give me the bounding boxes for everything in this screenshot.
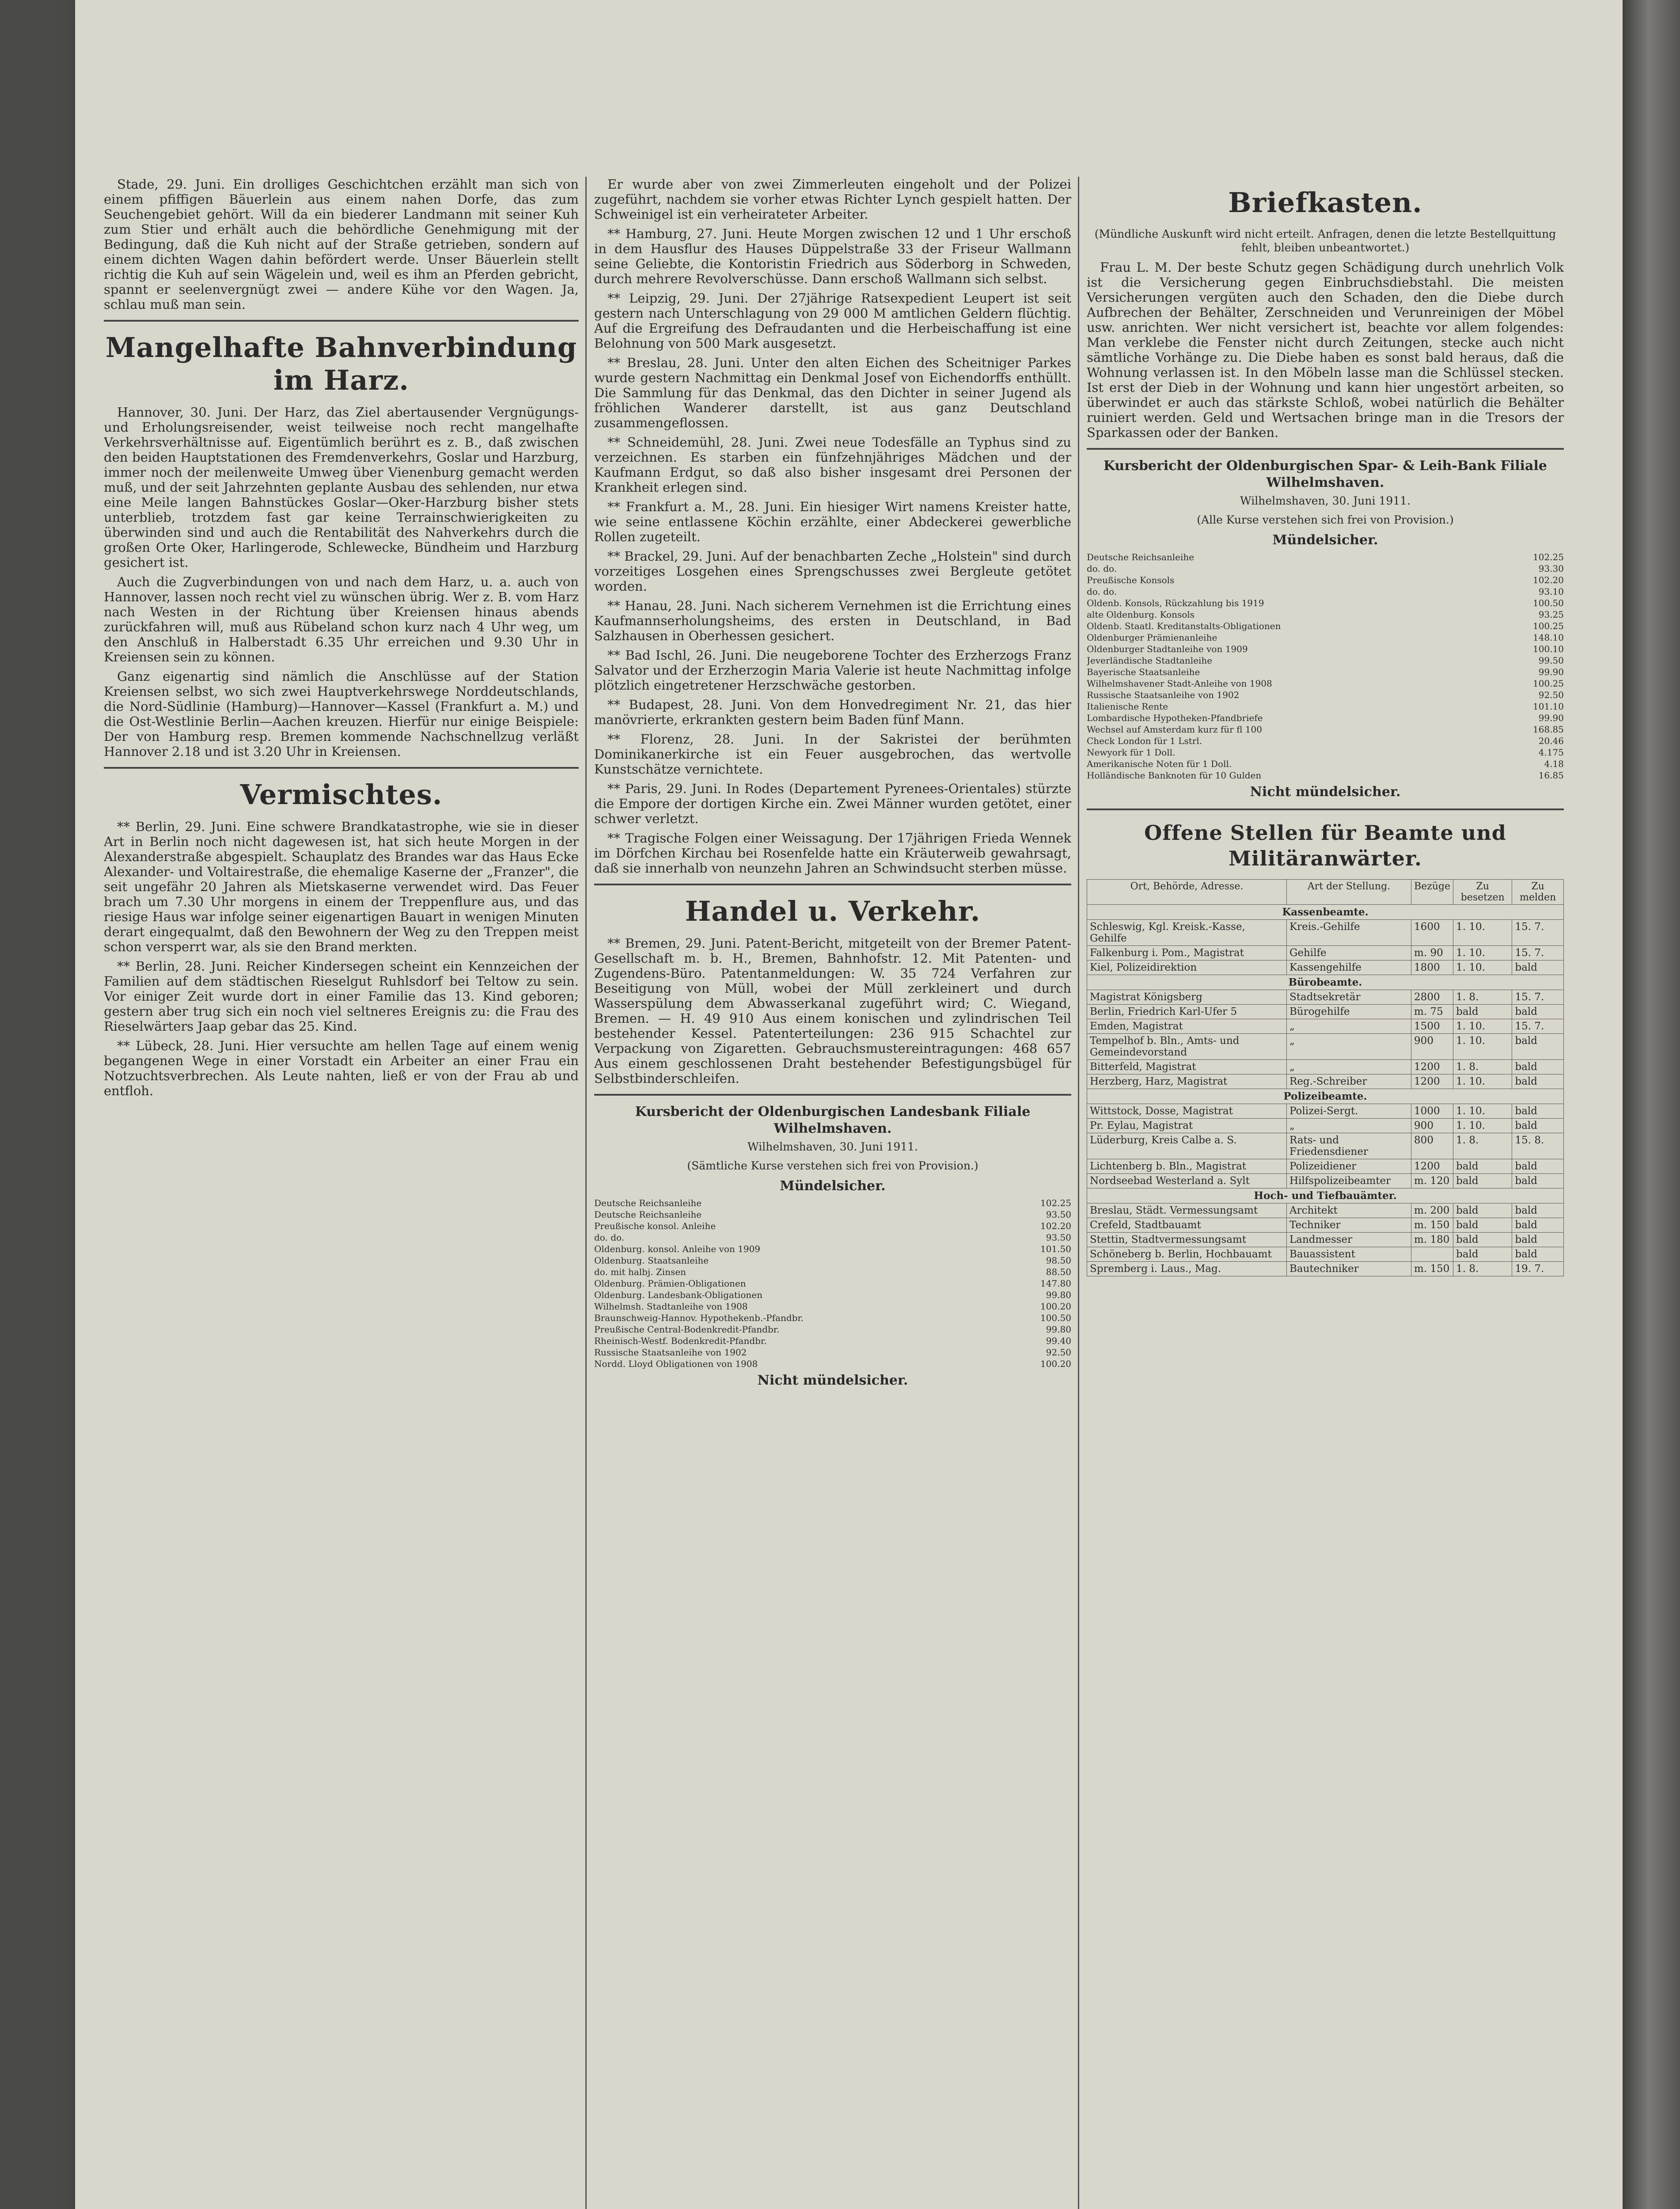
rate-row: [1087, 609, 1564, 620]
news-item: ** Hamburg, 27. Juni. Heute Morgen zwischen 12 und 1 Uhr erschoß in dem Hausflur des Hauses Düppelstraße 33 der Friseur Wallmann seine Geliebte, die Kontoristin Friedrich aus Söderborg in Schweden, durch mehrere Revolverschüsse. Dann erschoß Wallmann sich selbst.: [594, 226, 1071, 286]
rate-name: Russische Staatsanleihe von 1902: [1087, 690, 1240, 700]
rate-row: [594, 1266, 1071, 1278]
table-cell: m. 90: [1411, 946, 1453, 960]
table-cell: bald: [1512, 1159, 1564, 1174]
table-header-row: [1087, 880, 1564, 905]
rate-value: 99.50: [1538, 655, 1564, 666]
table-row: [1087, 1119, 1564, 1133]
table-cell: 1. 10.: [1453, 1119, 1512, 1133]
table-cell: bald: [1512, 1174, 1564, 1188]
rate-row: [1087, 735, 1564, 747]
rate-value: 102.25: [1533, 552, 1564, 562]
column-header: Art der Stellung.: [1287, 880, 1411, 905]
article-paragraph: Auch die Zugverbindungen von und nach dem Harz, u. a. auch von Hannover, lassen noch recht viel zu wünschen übrig. Wer z. B. vom Harz nach Westen in der Richtung über Kreiensen hinaus abends zurückfahren will, muß aus Rübeland schon kurz nach 4 Uhr weg, um den Anschluß in Halberstadt 6.35 Uhr erreichen und 9.30 Uhr in Kreiensen sein zu können.: [104, 574, 579, 664]
table-cell: bald: [1453, 1218, 1512, 1233]
rate-name: Braunschweig-Hannov. Hypothekenb.-Pfandbr.: [594, 1313, 804, 1323]
rate-value: 100.25: [1533, 678, 1564, 689]
table-cell: Bürogehilfe: [1287, 1005, 1411, 1019]
heading-briefkasten: Briefkasten.: [1228, 186, 1422, 219]
kursbericht-date: Wilhelmshaven, 30. Juni 1911.: [1240, 494, 1411, 507]
article-paragraph: ** Bremen, 29. Juni. Patent-Bericht, mitgeteilt von der Bremer Patent-Gesellschaft m. b. H., Bremen, Bahnhofstr. 12. Mit Patenten- und Zugendens-Büro. Patentanmeldungen: W. 35 724 Verfahren zur Beseitigung von Müll, wobei der Müll zerkleinert und durch Wasserspülung dem Abwasserkanal zugeführt wird; C. Wiegand, Bremen. — H. 49 910 Aus einem konischen und zylindrischen Teil bestehender Kessel. Patenterteilungen: 236 915 Schachtel zur Verpackung von Zigaretten. Gebrauchsmustereintragungen: 468 657 Aus einem geschlossenen Draht bestehender Befestigungsbügel für Selbstbinderschleifen.: [594, 936, 1071, 1086]
table-cell: Architekt: [1287, 1203, 1411, 1218]
table-cell: 15. 7.: [1512, 1019, 1564, 1034]
rate-row: [594, 1301, 1071, 1312]
rate-list: [1087, 551, 1564, 781]
table-cell: Falkenburg i. Pom., Magistrat: [1087, 946, 1287, 960]
table-cell: 1600: [1411, 920, 1453, 946]
heading-vermischtes: Vermischtes.: [240, 778, 443, 811]
table-row: [1087, 1019, 1564, 1034]
news-item: ** Hanau, 28. Juni. Nach sicherem Vernehmen ist die Errichtung eines Kaufmannserholungsheims, des ersten in Deutschland, in Bad Salzhausen in Oberhessen gesichert.: [594, 598, 1071, 643]
table-cell: „: [1287, 1060, 1411, 1074]
rate-value: 100.20: [1040, 1359, 1071, 1369]
table-cell: m. 180: [1411, 1233, 1453, 1247]
rate-name: Deutsche Reichsanleihe: [594, 1209, 702, 1220]
table-cell: 1. 10.: [1453, 1019, 1512, 1034]
rate-name: Preußische konsol. Anleihe: [594, 1221, 716, 1231]
table-cell: 19. 7.: [1512, 1262, 1564, 1276]
article-paragraph: ** Berlin, 28. Juni. Reicher Kindersegen scheint ein Kennzeichen der Familien auf dem städtischen Rieselgut Ruhlsdorf bei Teltow zu sein. Vor einiger Zeit wurde dort in einer Familie das 13. Kind geboren; gestern aber trug sich ein noch viel seltneres Ereignis zu: die Frau des Rieselwärters Jaap gebar das 25. Kind.: [104, 959, 579, 1034]
table-cell: bald: [1512, 1233, 1564, 1247]
rate-value: 99.90: [1538, 713, 1564, 723]
rate-name: Oldenburger Stadtanleihe von 1909: [1087, 644, 1248, 654]
table-row: [1087, 1074, 1564, 1089]
article-stade: Stade, 29. Juni. Ein drolliges Geschichtchen erzählt man sich von einem pfiffigen Bäuerlein aus einem nahen Dorfe, das zum Seuchengebiet gehört. Will da ein biederer Landmann mit seiner Kuh zum Stier und erhält auch die behördliche Genehmigung mit der Bedingung, daß die Kuh nicht auf der Straße getrieben, sondern auf einem dichten Wagen dahin befördert werde. Unser Bäuerlein stellt richtig die Kuh auf sein Wägelein und, weil es ihm an Pferden gebricht, spannt er seelenvergnügt zwei — andere Kühe vor den Wagen. Ja, schlau muß man sein.: [104, 177, 579, 312]
table-cell: Kiel, Polizeidirektion: [1087, 960, 1287, 975]
rate-value: 99.80: [1046, 1290, 1071, 1300]
table-cell: bald: [1453, 1233, 1512, 1247]
table-cell: Breslau, Städt. Vermessungsamt: [1087, 1203, 1287, 1218]
table-cell: Landmesser: [1287, 1233, 1411, 1247]
table-cell: 1200: [1411, 1159, 1453, 1174]
table-cell: Spremberg i. Laus., Mag.: [1087, 1262, 1287, 1276]
news-item: ** Brackel, 29. Juni. Auf der benachbarten Zeche „Holstein" sind durch vorzeitiges Losgehen eines Sprengschusses zwei Bergleute getötet worden.: [594, 549, 1071, 594]
table-cell: 1200: [1411, 1060, 1453, 1074]
rate-value: 148.10: [1533, 632, 1564, 643]
table-cell: Bitterfeld, Magistrat: [1087, 1060, 1287, 1074]
rate-name: Oldenburg. Prämien-Obligationen: [594, 1278, 746, 1289]
rate-row: [594, 1197, 1071, 1209]
rate-name: Oldenburg. Staatsanleihe: [594, 1255, 709, 1266]
rate-name: Nordd. Lloyd Obligationen von 1908: [594, 1359, 758, 1369]
column-header: Bezüge: [1411, 880, 1453, 905]
table-cell: m. 120: [1411, 1174, 1453, 1188]
rate-name: Preußische Central-Bodenkredit-Pfandbr.: [594, 1324, 780, 1335]
column-header: Ort, Behörde, Adresse.: [1087, 880, 1287, 905]
book-edge: [1623, 0, 1680, 2209]
rate-name: Italienische Rente: [1087, 701, 1168, 712]
rate-value: 92.50: [1046, 1347, 1071, 1358]
table-row: [1087, 1104, 1564, 1119]
rate-row: [1087, 597, 1564, 609]
rate-name: Deutsche Reichsanleihe: [1087, 552, 1195, 562]
rate-row: [594, 1312, 1071, 1324]
news-item: ** Florenz, 28. Juni. In der Sakristei der berühmten Dominikanerkirche ist ein Feuer ausgebrochen, das wertvolle Kunstschätze vernichtete.: [594, 732, 1071, 777]
rate-value: 100.20: [1040, 1301, 1071, 1312]
table-cell: 1. 10.: [1453, 1034, 1512, 1060]
table-cell: Emden, Magistrat: [1087, 1019, 1287, 1034]
table-cell: 1. 10.: [1453, 920, 1512, 946]
table-cell: m. 150: [1411, 1218, 1453, 1233]
table-cell: m. 200: [1411, 1203, 1453, 1218]
table-cell: Polizei-Sergt.: [1287, 1104, 1411, 1119]
table-cell: 1200: [1411, 1074, 1453, 1089]
rate-value: 92.50: [1538, 690, 1564, 700]
news-item: ** Bad Ischl, 26. Juni. Die neugeborene Tochter des Erzherzogs Franz Salvator und der Erzherzogin Maria Valerie ist heute Nachmittag infolge plötzlich eingetretener Herzschwäche gestorben.: [594, 648, 1071, 693]
table-cell: 15. 7.: [1512, 946, 1564, 960]
rate-value: 147.80: [1040, 1278, 1071, 1289]
heading-handel: Handel u. Verkehr.: [685, 895, 981, 927]
table-cell: 1. 10.: [1453, 1074, 1512, 1089]
table-cell: 15. 7.: [1512, 920, 1564, 946]
table-cell: „: [1287, 1119, 1411, 1133]
rate-row: [594, 1209, 1071, 1220]
rate-value: 99.40: [1046, 1336, 1071, 1346]
table-row: [1087, 1060, 1564, 1074]
table-cell: Rats- und Friedensdiener: [1287, 1133, 1411, 1159]
rate-name: Wechsel auf Amsterdam kurz für fl 100: [1087, 724, 1262, 735]
table-cell: Crefeld, Stadtbauamt: [1087, 1218, 1287, 1233]
table-cell: Tempelhof b. Bln., Amts- und Gemeindevorstand: [1087, 1034, 1287, 1060]
table-cell: bald: [1453, 1247, 1512, 1262]
table-cell: 1. 10.: [1453, 960, 1512, 975]
rate-name: Oldenburg. Landesbank-Obligationen: [594, 1290, 762, 1300]
table-cell: 900: [1411, 1119, 1453, 1133]
stellen-table: [1087, 879, 1564, 1276]
article-paragraph: Ganz eigenartig sind nämlich die Anschlüsse auf der Station Kreiensen selbst, wo sich zwei Hauptverkehrswege Norddeutschlands, die Nord-Südlinie (Hamburg)—Hannover—Kassel (Frankfurt a. M.) und die Ost-Westlinie Berlin—Aachen kreuzen. Hierfür nur einige Beispiele: Der von Hamburg resp. Bremen kommende Nachschnellzug verläßt Hannover 2.18 und ist 3.20 Uhr in Kreiensen.: [104, 669, 579, 759]
table-cell: 1. 8.: [1453, 1133, 1512, 1159]
rate-value: 99.90: [1538, 667, 1564, 677]
stellen-body: [1087, 905, 1564, 1276]
table-cell: Wittstock, Dosse, Magistrat: [1087, 1104, 1287, 1119]
table-cell: bald: [1512, 1060, 1564, 1074]
rate-value: 101.10: [1533, 701, 1564, 712]
table-row: [1087, 946, 1564, 960]
rate-row: [594, 1255, 1071, 1266]
rate-name: Oldenburg. konsol. Anleihe von 1909: [594, 1244, 761, 1254]
rate-row: [1087, 620, 1564, 632]
section-row: [1087, 1188, 1564, 1203]
section-label: Hoch- und Tiefbauämter.: [1087, 1188, 1564, 1203]
rate-row: [1087, 758, 1564, 770]
rate-name: Newyork für 1 Doll.: [1087, 747, 1176, 758]
divider: [104, 767, 579, 769]
rate-name: do. do.: [1087, 563, 1117, 574]
table-cell: bald: [1512, 1247, 1564, 1262]
table-cell: Magistrat Königsberg: [1087, 990, 1287, 1005]
rate-value: 93.50: [1046, 1232, 1071, 1243]
table-cell: [1411, 1247, 1453, 1262]
rate-row: [1087, 712, 1564, 724]
table-cell: 900: [1411, 1034, 1453, 1060]
rate-row: [1087, 724, 1564, 735]
rate-name: do. do.: [1087, 586, 1117, 597]
table-row: [1087, 1247, 1564, 1262]
table-cell: 800: [1411, 1133, 1453, 1159]
rate-name: do. do.: [594, 1232, 625, 1243]
rate-name: Amerikanische Noten für 1 Doll.: [1087, 759, 1232, 769]
article-paragraph: ** Lübeck, 28. Juni. Hier versuchte am hellen Tage auf einem wenig begangenen Wege in einer Vorstadt ein Arbeiter an einer Frau ein Notzuchtsverbrechen. Als Leute nahten, ließ er von der Frau ab und entfloh.: [104, 1038, 579, 1098]
rate-row: [1087, 551, 1564, 563]
table-cell: Herzberg, Harz, Magistrat: [1087, 1074, 1287, 1089]
section-row: [1087, 975, 1564, 990]
rate-value: 100.25: [1533, 621, 1564, 631]
rate-row: [594, 1324, 1071, 1335]
rate-value: 100.50: [1533, 598, 1564, 608]
rate-value: 100.50: [1040, 1313, 1071, 1323]
rate-row: [594, 1347, 1071, 1358]
rate-name: Wilhelmshavener Stadt-Anleihe von 1908: [1087, 678, 1272, 689]
news-item: ** Tragische Folgen einer Weissagung. Der 17jährigen Frieda Wennek im Dörfchen Kirchau bei Rosenfelde hatte ein Kräuterweib gewahrsagt, daß sie innerhalb von neunzehn Jahren an Schwindsucht sterben müsse.: [594, 831, 1071, 876]
rate-row: [1087, 689, 1564, 701]
rate-value: 93.10: [1538, 586, 1564, 597]
section-label: Nicht mündelsicher.: [757, 1373, 908, 1388]
rate-value: 16.85: [1538, 770, 1564, 781]
divider: [594, 884, 1071, 885]
table-cell: „: [1287, 1034, 1411, 1060]
table-cell: Pr. Eylau, Magistrat: [1087, 1119, 1287, 1133]
table-cell: Gehilfe: [1287, 946, 1411, 960]
rate-row: [594, 1278, 1071, 1289]
heading-offene-stellen: Offene Stellen für Beamte und Militäranwärter.: [1144, 821, 1506, 870]
table-cell: Bautechniker: [1287, 1262, 1411, 1276]
column-1: [104, 177, 579, 2209]
rate-value: 101.50: [1040, 1244, 1071, 1254]
rate-value: 102.20: [1533, 575, 1564, 585]
news-item: ** Paris, 29. Juni. In Rodes (Departement Pyrenees-Orientales) stürzte die Empore der dortigen Kirche ein. Zwei Männer wurden getötet, einer schwer verletzt.: [594, 781, 1071, 826]
rate-value: 168.85: [1533, 724, 1564, 735]
rate-row: [1087, 747, 1564, 758]
table-cell: 1800: [1411, 960, 1453, 975]
rate-value: 102.25: [1040, 1198, 1071, 1208]
rate-value: 20.46: [1538, 736, 1564, 746]
kursbericht-note: (Alle Kurse verstehen sich frei von Provision.): [1197, 513, 1454, 526]
table-cell: Kreis.-Gehilfe: [1287, 920, 1411, 946]
table-row: [1087, 1174, 1564, 1188]
table-cell: Polizeidiener: [1287, 1159, 1411, 1174]
kursbericht-title: Kursbericht der Oldenburgischen Spar- & Leih-Bank Filiale Wilhelmshaven.: [1104, 458, 1547, 490]
kursbericht-title: Kursbericht der Oldenburgischen Landesbank Filiale Wilhelmshaven.: [635, 1104, 1031, 1136]
rate-row: [1087, 586, 1564, 597]
table-row: [1087, 1133, 1564, 1159]
rate-row: [1087, 574, 1564, 586]
rate-row: [594, 1335, 1071, 1347]
rate-row: [1087, 632, 1564, 643]
column-header: Zu besetzen: [1453, 880, 1512, 905]
rate-name: Rheinisch-Westf. Bodenkredit-Pfandbr.: [594, 1336, 767, 1346]
column-2: [594, 177, 1071, 2209]
table-cell: 15. 7.: [1512, 990, 1564, 1005]
article-paragraph: Frau L. M. Der beste Schutz gegen Schädigung durch unehrlich Volk ist die Versicherung gegen Einbruchsdiebstahl. Die meisten Versicherungen vergüten auch den Schaden, den die Diebe durch Aufbrechen der Behälter, Zerschneiden und Verunreinigen der Möbel usw. anrichten. Wer nicht versichert ist, beachte vor allem folgendes: Man verklebe die Fenster nicht durch Zeitungen, stecke auch nicht sämtliche Vorhänge zu. Die Diebe haben es sonst bald heraus, daß die Wohnung verlassen ist. In den Möbeln lasse man die Schlüssel stecken. Ist erst der Dieb in der Wohnung und kann hier ungestört arbeiten, so überwindet er auch das stärkste Schloß, wobei natürlich die Behälter ruiniert werden. Geld und Wertsachen bringe man in die Tresors der Sparkassen oder der Banken.: [1087, 260, 1564, 440]
table-cell: Stettin, Stadtvermessungsamt: [1087, 1233, 1287, 1247]
table-cell: bald: [1512, 1203, 1564, 1218]
rate-name: Russische Staatsanleihe von 1902: [594, 1347, 747, 1358]
table-cell: Lichtenberg b. Bln., Magistrat: [1087, 1159, 1287, 1174]
rate-value: 93.50: [1046, 1209, 1071, 1220]
rate-name: Preußische Konsols: [1087, 575, 1175, 585]
briefkasten-note: (Mündliche Auskunft wird nicht erteilt. Anfragen, denen die letzte Bestellquittung fehlt, bleiben unbeantwortet.): [1094, 228, 1556, 254]
table-row: [1087, 990, 1564, 1005]
table-cell: bald: [1512, 1218, 1564, 1233]
rate-value: 98.50: [1046, 1255, 1071, 1266]
table-cell: bald: [1512, 960, 1564, 975]
table-cell: bald: [1453, 1203, 1512, 1218]
rate-name: Oldenburger Prämienanleihe: [1087, 632, 1217, 643]
table-cell: Hilfspolizeibeamter: [1287, 1174, 1411, 1188]
table-cell: Stadtsekretär: [1287, 990, 1411, 1005]
rate-row: [1087, 701, 1564, 712]
divider: [1087, 808, 1564, 810]
news-item: ** Frankfurt a. M., 28. Juni. Ein hiesiger Wirt namens Kreister hatte, wie seine entlassene Köchin erzählte, einer Abdeckerei gewerbliche Rollen zugeteilt.: [594, 499, 1071, 544]
section-label: Mündelsicher.: [1272, 532, 1378, 548]
rate-name: Holländische Banknoten für 10 Gulden: [1087, 770, 1262, 781]
table-row: [1087, 960, 1564, 975]
table-row: [1087, 1218, 1564, 1233]
section-label: Polizeibeamte.: [1087, 1089, 1564, 1104]
table-row: [1087, 1233, 1564, 1247]
table-row: [1087, 920, 1564, 946]
table-cell: bald: [1453, 1005, 1512, 1019]
rate-name: Jeverländische Stadtanleihe: [1087, 655, 1213, 666]
column-header: Zu melden: [1512, 880, 1564, 905]
rate-value: 88.50: [1046, 1267, 1071, 1277]
news-item: ** Leipzig, 29. Juni. Der 27jährige Ratsexpedient Leupert ist seit gestern nach Unterschlagung von 29 000 M amtlichen Geldern flüchtig. Auf die Ergreifung des Defraudanten und die Herbeischaffung ist eine Belohnung von 500 Mark ausgesetzt.: [594, 291, 1071, 351]
table-cell: Berlin, Friedrich Karl-Ufer 5: [1087, 1005, 1287, 1019]
section-label: Kassenbeamte.: [1087, 905, 1564, 920]
rate-list: [594, 1197, 1071, 1370]
table-cell: Schöneberg b. Berlin, Hochbauamt: [1087, 1247, 1287, 1262]
table-cell: Schleswig, Kgl. Kreisk.-Kasse, Gehilfe: [1087, 920, 1287, 946]
section-label: Nicht mündelsicher.: [1250, 784, 1401, 800]
table-cell: 1. 8.: [1453, 1262, 1512, 1276]
divider: [104, 320, 579, 322]
table-cell: bald: [1453, 1159, 1512, 1174]
table-cell: „: [1287, 1019, 1411, 1034]
table-cell: Reg.-Schreiber: [1287, 1074, 1411, 1089]
column-3: [1087, 177, 1564, 2209]
rate-row: [1087, 770, 1564, 781]
table-cell: m. 150: [1411, 1262, 1453, 1276]
table-cell: bald: [1453, 1174, 1512, 1188]
rate-name: Oldenb. Staatl. Kreditanstalts-Obligationen: [1087, 621, 1281, 631]
section-label: Mündelsicher.: [780, 1178, 886, 1194]
section-label: Bürobeamte.: [1087, 975, 1564, 990]
table-cell: 2800: [1411, 990, 1453, 1005]
rate-value: 100.10: [1533, 644, 1564, 654]
rate-row: [1087, 655, 1564, 666]
table-cell: 1. 10.: [1453, 946, 1512, 960]
rate-row: [1087, 563, 1564, 574]
rate-name: Lombardische Hypotheken-Pfandbriefe: [1087, 713, 1263, 723]
table-cell: 1. 10.: [1453, 1104, 1512, 1119]
kursbericht-note: (Sämtliche Kurse verstehen sich frei von Provision.): [687, 1159, 978, 1172]
table-cell: Bauassistent: [1287, 1247, 1411, 1262]
column-rule: [585, 177, 587, 2209]
table-cell: Techniker: [1287, 1218, 1411, 1233]
rate-value: 93.30: [1538, 563, 1564, 574]
rate-value: 4.175: [1538, 747, 1564, 758]
table-cell: 1000: [1411, 1104, 1453, 1119]
rate-row: [594, 1243, 1071, 1255]
divider: [594, 1094, 1071, 1096]
rate-name: alte Oldenburg. Konsols: [1087, 609, 1195, 620]
rate-name: Wilhelmsh. Stadtanleihe von 1908: [594, 1301, 748, 1312]
rate-name: do. mit halbj. Zinsen: [594, 1267, 686, 1277]
section-row: [1087, 905, 1564, 920]
table-cell: bald: [1512, 1119, 1564, 1133]
rate-row: [594, 1289, 1071, 1301]
rate-name: Bayerische Staatsanleihe: [1087, 667, 1200, 677]
rate-row: [1087, 643, 1564, 655]
rate-row: [1087, 666, 1564, 678]
heading-bahnverbindung: Mangelhafte Bahnverbindung im Harz.: [105, 331, 577, 396]
table-row: [1087, 1034, 1564, 1060]
rate-value: 102.20: [1040, 1221, 1071, 1231]
table-cell: bald: [1512, 1104, 1564, 1119]
rate-row: [594, 1232, 1071, 1243]
table-cell: bald: [1512, 1074, 1564, 1089]
table-row: [1087, 1005, 1564, 1019]
rate-row: [594, 1358, 1071, 1370]
table-cell: bald: [1512, 1005, 1564, 1019]
rate-row: [1087, 678, 1564, 689]
table-cell: bald: [1512, 1034, 1564, 1060]
news-item: ** Budapest, 28. Juni. Von dem Honvedregiment Nr. 21, das hier manövrierte, erkrankten gestern beim Baden fünf Mann.: [594, 697, 1071, 727]
rate-name: Deutsche Reichsanleihe: [594, 1198, 702, 1208]
news-item: ** Schneidemühl, 28. Juni. Zwei neue Todesfälle an Typhus sind zu verzeichnen. Es starben ein fünfzehnjähriges Mädchen und der Kaufmann Erdgut, so daß also bisher insgesamt drei Personen der Krankheit erlegen sind.: [594, 435, 1071, 495]
table-row: [1087, 1203, 1564, 1218]
table-cell: Kassengehilfe: [1287, 960, 1411, 975]
article-paragraph: Er wurde aber von zwei Zimmerleuten eingeholt und der Polizei zugeführt, nachdem sie vorher etwas Richter Lynch gespielt hatten. Der Schweinigel ist ein verheirateter Arbeiter.: [594, 177, 1071, 222]
rate-row: [594, 1220, 1071, 1232]
section-row: [1087, 1089, 1564, 1104]
article-paragraph: Hannover, 30. Juni. Der Harz, das Ziel abertausender Vergnügungs- und Erholungsreisender, weist teilweise noch recht mangelhafte Verkehrsverhältnisse auf. Eigentümlich berührt es z. B., daß zwischen den beiden Hauptstationen des Fremdenverkehrs, Goslar und Harzburg, immer noch der meilenweite Umweg über Vienenburg gemacht werden muß, und der seit Jahrzehnten geplante Ausbau des sehlenden, nur etwa eine Meile langen Bahnstückes Goslar—Oker-Harzburg bisher stets unterblieb, trotzdem fast gar keine Terrainschwierigkeiten zu überwinden sind und auch die Rentabilität des Nahverkehrs durch die großen Orte Oker, Harlingerode, Schlewecke, Bündheim und Harzburg gesichert ist.: [104, 405, 579, 570]
table-cell: m. 75: [1411, 1005, 1453, 1019]
article-paragraph: ** Berlin, 29. Juni. Eine schwere Brandkatastrophe, wie sie in dieser Art in Berlin noch nicht dagewesen ist, hat sich heute Morgen in der Alexanderstraße abgespielt. Schauplatz des Brandes war das Haus Ecke Alexander- und Voltairestraße, die ehemalige Kaserne der „Franzer", die seit ungefähr 20 Jahren als Mietskaserne verwendet wird. Das Feuer brach um 7.30 Uhr morgens in einem der Treppenflure aus, und das riesige Haus war infolge seiner eigenartigen Bauart in wenigen Minuten derart eingequalmt, daß den Bewohnern der Weg zu den Treppen meist schon versperrt war, als sie den Brand merkten.: [104, 819, 579, 954]
rate-value: 99.80: [1046, 1324, 1071, 1335]
table-row: [1087, 1262, 1564, 1276]
table-cell: 15. 8.: [1512, 1133, 1564, 1159]
table-cell: 1500: [1411, 1019, 1453, 1034]
table-cell: Nordseebad Westerland a. Sylt: [1087, 1174, 1287, 1188]
kursbericht-date: Wilhelmshaven, 30. Juni 1911.: [747, 1140, 918, 1153]
table-cell: Lüderburg, Kreis Calbe a. S.: [1087, 1133, 1287, 1159]
table-row: [1087, 1159, 1564, 1174]
table-cell: 1. 8.: [1453, 990, 1512, 1005]
rate-name: Oldenb. Konsols, Rückzahlung bis 1919: [1087, 598, 1264, 608]
column-rule: [1078, 177, 1079, 2209]
rate-value: 4.18: [1544, 759, 1564, 769]
news-item: ** Breslau, 28. Juni. Unter den alten Eichen des Scheitniger Parkes wurde gestern Nachmittag ein Denkmal Josef von Eichendorffs enthüllt. Die Sammlung für das Denkmal, das den Dichter in seiner Jugend als fröhlichen Wanderer darstellt, ist aus ganz Deutschland zusammengeflossen.: [594, 355, 1071, 430]
table-cell: 1. 8.: [1453, 1060, 1512, 1074]
rate-value: 93.25: [1538, 609, 1564, 620]
divider: [1087, 448, 1564, 450]
rate-name: Check London für 1 Lstrl.: [1087, 736, 1202, 746]
